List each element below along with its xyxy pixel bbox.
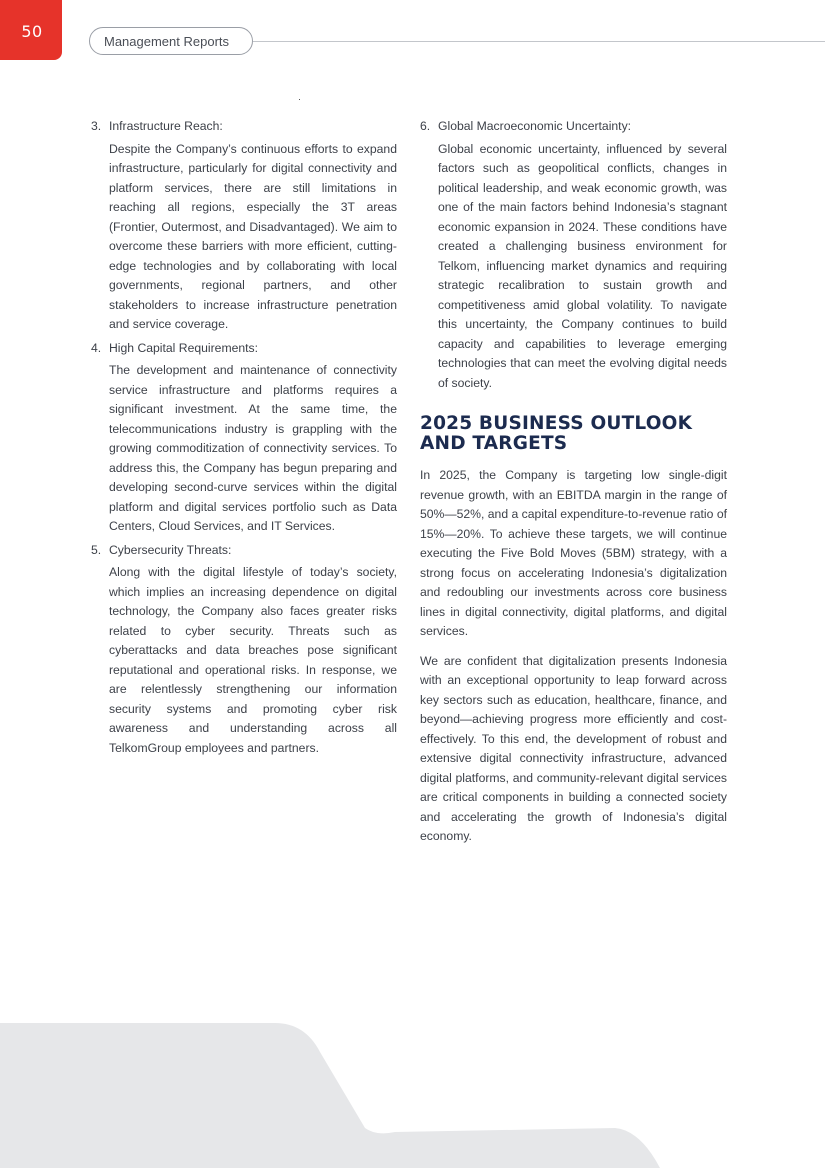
list-item-title: Infrastructure Reach: xyxy=(109,119,223,133)
right-column xyxy=(420,117,727,847)
list-item-title: Global Macroeconomic Uncertainty: xyxy=(438,119,632,133)
outlook-paragraph: We are confident that digitalization presents Indonesia with an exceptional opportunity to leap forward across key sectors such as education, healthcare, finance, and beyond—achieving progress more efficiently and cost-effectively. To this end, the development of robust and extensive digital connectivity infrastructure, advanced digital platforms, and community-relevant digital services are critical components in building a connected society and accelerating the growth of Indonesia’s digital economy. xyxy=(420,653,727,843)
list-item-number: 3. xyxy=(91,119,102,133)
list-item-body: The development and maintenance of connectivity service infrastructure and platforms requires a significant investment. At the same time, the telecommunications industry is grappling with the growing commoditization of connectivity services. To address this, the Company has begun preparing and developing second-curve services within the digital platform and digital services portfolio such as Data Centers, Cloud Services, and IT Services. xyxy=(109,363,397,533)
page-number: 50 xyxy=(21,22,43,41)
list-item xyxy=(91,117,397,335)
list-item-title: Cybersecurity Threats: xyxy=(109,542,232,557)
list-item-number: 5. xyxy=(91,542,102,557)
left-column xyxy=(91,117,397,762)
list-item-heading xyxy=(91,117,397,137)
list-item-body: Along with the digital lifestyle of today’s society, which implies an increasing dependence on digital technology, the Company also faces greater risks related to cyber security. Threats such as cyberattacks and data breaches pose significant reputational and operational risks. In response, we are relentlessly strengthening our information security systems and promoting cyber risk awareness and understanding across all TelkomGroup employees and partners. xyxy=(109,565,397,755)
list-item-heading xyxy=(420,117,727,137)
list-item-number: 6. xyxy=(420,119,431,133)
list-item xyxy=(420,117,727,393)
list-item-body: Global economic uncertainty, influenced by several factors such as geopolitical conflicts, changes in political leadership, and weak economic growth, was one of the main factors behind Indonesia’s stagnant economic expansion in 2024. These conditions have created a challenging business environment for Telkom, influencing market dynamics and requiring strategic recalibration to sustain growth and competitiveness amid global volatility. To navigate this uncertainty, the Company continues to build capacity and capabilities to leverage emerging technologies that can meet the evolving digital needs of society. xyxy=(438,141,727,390)
section-label: Management Reports xyxy=(89,27,253,55)
outlook-paragraph: In 2025, the Company is targeting low single-digit revenue growth, with an EBITDA margin in the range of 50%—52%, and a capital expenditure-to-revenue ratio of 15%—20%. To achieve these targets, we will continue executing the Five Bold Moves (5BM) strategy, with a strong focus on accelerating Indonesia’s digitalization and redoubling our investments across core business lines in digital connectivity, digital platforms, and digital services. xyxy=(420,468,727,638)
list-item-number: 4. xyxy=(91,340,102,355)
list-item-heading xyxy=(91,339,397,359)
section-heading: 2025 BUSINESS OUTLOOK AND TARGETS xyxy=(420,413,693,454)
list-item xyxy=(91,339,397,537)
list-item-title: High Capital Requirements: xyxy=(109,340,259,355)
stray-dot xyxy=(299,99,300,100)
list-item xyxy=(91,541,397,759)
list-item-heading xyxy=(91,541,397,561)
list-item-body: Despite the Company’s continuous efforts to expand infrastructure, particularly for digital connectivity and platform services, there are still limitations in reaching all regions, especially the 3T areas (Frontier, Outermost, and Disadvantaged). We aim to overcome these barriers with more efficient, cutting-edge technologies and by collaborating with local governments, regional partners, and other stakeholders to increase infrastructure penetration and service coverage. xyxy=(109,141,397,331)
header-divider xyxy=(253,41,825,42)
